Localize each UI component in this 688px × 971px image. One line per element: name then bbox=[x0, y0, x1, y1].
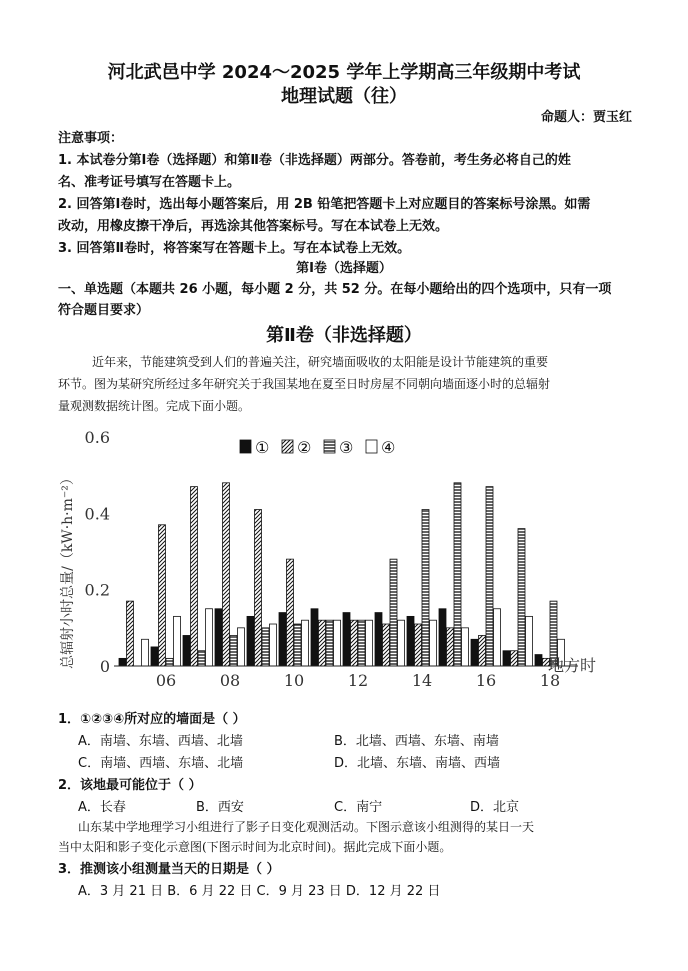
legend-swatch-2 bbox=[282, 440, 293, 453]
bar-series-4-hour-5 bbox=[142, 639, 149, 666]
bar-series-2-hour-11 bbox=[319, 620, 326, 666]
bar-series-4-hour-8 bbox=[238, 628, 245, 666]
section-intro-2-cont: 当中太阳和影子变化示意图(下图示时间为北京时间)。据此完成下面小题。 bbox=[58, 840, 452, 854]
bar-series-2-hour-12 bbox=[351, 620, 358, 666]
x-tick-label: 10 bbox=[283, 671, 305, 690]
q2-option-c[interactable]: C．南宁 bbox=[334, 800, 383, 815]
bar-series-1-hour-13 bbox=[375, 613, 382, 666]
bar-series-1-hour-18 bbox=[535, 655, 542, 666]
x-tick-label: 08 bbox=[219, 671, 241, 690]
bar-series-1-hour-9 bbox=[247, 616, 254, 666]
x-axis-label: 地方时 bbox=[548, 656, 597, 675]
author-line: 命题人：贾玉红 bbox=[540, 110, 632, 125]
bar-series-2-hour-15 bbox=[447, 628, 454, 666]
y-tick-label: 0.6 bbox=[84, 428, 110, 447]
bar-series-3-hour-17 bbox=[518, 529, 525, 666]
question-1: 1．①②③④所对应的墙面是（ ） bbox=[58, 712, 246, 727]
bar-series-2-hour-14 bbox=[415, 624, 422, 666]
bar-series-1-hour-11 bbox=[311, 609, 318, 666]
bar-series-4-hour-7 bbox=[206, 609, 213, 666]
legend-label-3: ③ bbox=[339, 438, 354, 457]
question-3: 3．推测该小组测量当天的日期是（ ） bbox=[58, 862, 280, 877]
q1-option-c[interactable]: C．南墙、西墙、东墙、北墙 bbox=[78, 756, 244, 771]
bar-series-3-hour-10 bbox=[294, 624, 301, 666]
y-tick-label: 0 bbox=[99, 657, 110, 676]
radiation-bar-chart bbox=[50, 420, 620, 695]
x-tick-label: 06 bbox=[155, 671, 177, 690]
notes-item-2-cont: 改动，用橡皮擦干净后，再选涂其他答案标号。写在本试卷上无效。 bbox=[58, 219, 449, 234]
q2-option-d[interactable]: D．北京 bbox=[470, 800, 520, 815]
part2-intro: 近年来，节能建筑受到人们的普遍关注，研究墙面吸收的太阳能是设计节能建筑的重要 bbox=[92, 355, 549, 369]
bar-series-1-hour-7 bbox=[183, 635, 190, 666]
bar-series-1-hour-5 bbox=[119, 658, 126, 666]
legend-swatch-3 bbox=[324, 440, 335, 453]
bar-series-3-hour-7 bbox=[198, 651, 205, 666]
bar-series-3-hour-11 bbox=[326, 620, 333, 666]
legend-label-2: ② bbox=[297, 438, 312, 457]
bar-series-3-hour-13 bbox=[390, 559, 397, 666]
bar-series-1-hour-16 bbox=[471, 639, 478, 666]
bar-series-3-hour-9 bbox=[262, 628, 269, 666]
notes-item-1: 1. 本试卷分第Ⅰ卷（选择题）和第Ⅱ卷（非选择题）两部分。答卷前，考生务必将自己的姓 bbox=[58, 153, 571, 168]
exam-subtitle: 地理试题（往） bbox=[281, 86, 407, 107]
bar-series-1-hour-8 bbox=[215, 609, 222, 666]
bar-series-4-hour-6 bbox=[174, 616, 181, 666]
bar-series-3-hour-16 bbox=[486, 487, 493, 666]
bar-series-1-hour-14 bbox=[407, 616, 414, 666]
bar-series-4-hour-10 bbox=[302, 620, 309, 666]
y-tick-label: 0.4 bbox=[84, 504, 110, 524]
bar-series-2-hour-5 bbox=[127, 601, 134, 666]
part2-intro-cont: 环节。图为某研究所经过多年研究关于我国某地在夏至日时房屋不同朝向墙面逐小时的总辐射 bbox=[58, 377, 551, 391]
q1-option-a[interactable]: A．南墙、东墙、西墙、北墙 bbox=[78, 734, 243, 749]
q1-option-d[interactable]: D．北墙、东墙、南墙、西墙 bbox=[334, 756, 501, 771]
bar-series-4-hour-13 bbox=[398, 620, 405, 666]
x-tick-label: 18 bbox=[539, 671, 561, 690]
bar-series-3-hour-6 bbox=[166, 658, 173, 666]
part1-instructions: 一、单选题（本题共 26 小题，每小题 2 分，共 52 分。在每小题给出的四个选项中，只有一项 bbox=[58, 282, 612, 297]
bar-series-4-hour-17 bbox=[526, 616, 533, 666]
bar-series-2-hour-7 bbox=[191, 487, 198, 666]
legend-swatch-4 bbox=[366, 440, 377, 453]
bar-series-1-hour-12 bbox=[343, 613, 350, 666]
q2-option-a[interactable]: A．长春 bbox=[78, 800, 126, 815]
bar-series-1-hour-6 bbox=[151, 647, 158, 666]
bar-series-3-hour-14 bbox=[422, 510, 429, 666]
notes-item-2: 2. 回答第Ⅰ卷时，选出每小题答案后，用 2B 铅笔把答题卡上对应题目的答案标号涂黑。如需 bbox=[58, 197, 591, 212]
x-tick-label: 12 bbox=[347, 671, 369, 690]
y-axis-label: 总辐射小时总量/（kW·h·m⁻²） bbox=[60, 471, 76, 669]
q2-option-b[interactable]: B．西安 bbox=[196, 800, 244, 815]
bar-series-4-hour-9 bbox=[270, 624, 277, 666]
bar-series-4-hour-15 bbox=[462, 628, 469, 666]
part2-intro-cont2: 量观测数据统计图。完成下面小题。 bbox=[58, 399, 251, 413]
notes-item-3: 3. 回答第Ⅱ卷时，将答案写在答题卡上。写在本试卷上无效。 bbox=[58, 241, 411, 256]
bar-series-2-hour-13 bbox=[383, 624, 390, 666]
bar-series-3-hour-12 bbox=[358, 620, 365, 666]
y-tick-label: 0.2 bbox=[84, 580, 110, 600]
bar-series-1-hour-17 bbox=[503, 651, 510, 666]
bar-series-2-hour-17 bbox=[511, 651, 518, 666]
bar-series-3-hour-8 bbox=[230, 635, 237, 666]
legend-label-4: ④ bbox=[381, 438, 396, 457]
legend-swatch-1 bbox=[240, 440, 251, 453]
exam-title: 河北武邑中学 2024～2025 学年上学期高三年级期中考试 bbox=[107, 62, 581, 83]
bar-series-1-hour-15 bbox=[439, 609, 446, 666]
section-intro-2: 山东某中学地理学习小组进行了影子日变化观测活动。下图示意该小组测得的某日一天 bbox=[78, 820, 535, 834]
notes-heading: 注意事项： bbox=[58, 131, 124, 146]
bar-series-4-hour-12 bbox=[366, 620, 373, 666]
bar-series-2-hour-9 bbox=[255, 510, 262, 666]
part1-heading: 第Ⅰ卷（选择题） bbox=[296, 261, 392, 276]
bar-series-2-hour-8 bbox=[223, 483, 230, 666]
question-2: 2．该地最可能位于（ ） bbox=[58, 778, 202, 793]
x-tick-label: 14 bbox=[411, 671, 433, 690]
bar-series-3-hour-15 bbox=[454, 483, 461, 666]
legend-label-1: ① bbox=[255, 438, 270, 457]
part1-instructions-cont: 符合题目要求） bbox=[58, 303, 150, 318]
bar-series-4-hour-14 bbox=[430, 620, 437, 666]
bar-series-4-hour-11 bbox=[334, 620, 341, 666]
part2-heading: 第Ⅱ卷（非选择题） bbox=[266, 325, 422, 346]
q1-option-b[interactable]: B．北墙、西墙、东墙、南墙 bbox=[334, 734, 499, 749]
bar-series-4-hour-16 bbox=[494, 609, 501, 666]
bar-series-2-hour-6 bbox=[159, 525, 166, 666]
q3-options[interactable]: A．3 月 21 日 B．6 月 22 日 C．9 月 23 日 D．12 月 22 日 bbox=[78, 884, 441, 899]
x-tick-label: 16 bbox=[475, 671, 497, 690]
notes-item-1-cont: 名、准考证号填写在答题卡上。 bbox=[58, 175, 241, 190]
bar-series-1-hour-10 bbox=[279, 613, 286, 666]
bar-series-2-hour-10 bbox=[287, 559, 294, 666]
bar-series-2-hour-16 bbox=[479, 635, 486, 666]
